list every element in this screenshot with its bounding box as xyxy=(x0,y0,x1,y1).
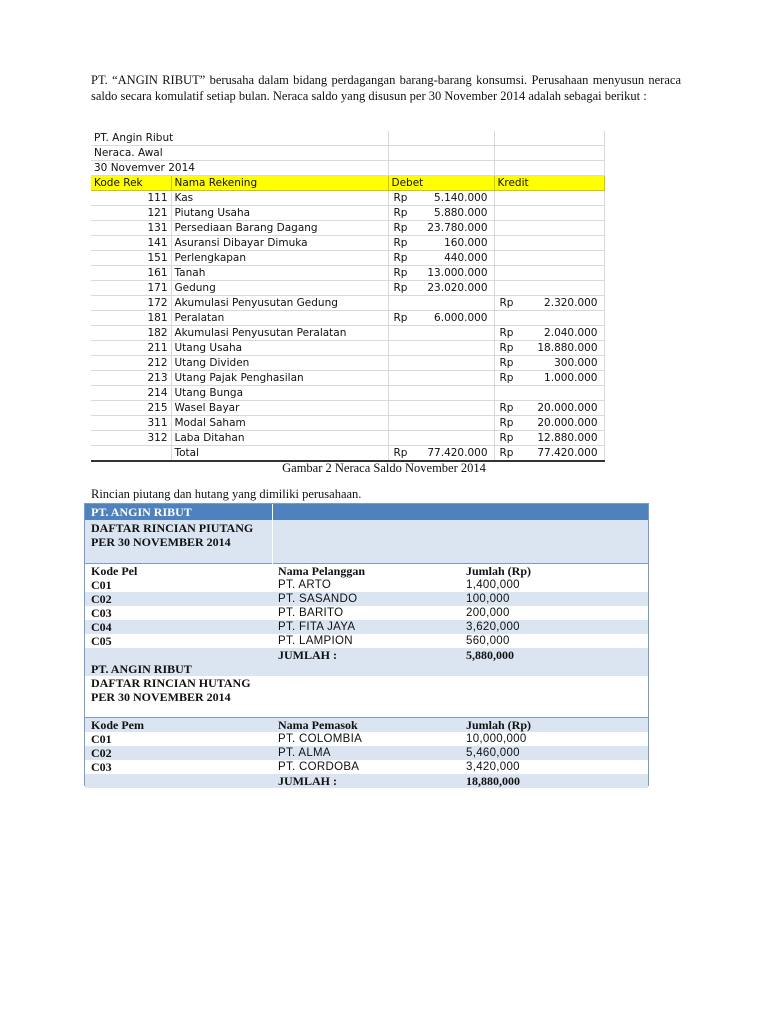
tb-row-credit: 2.040.000 xyxy=(520,326,604,341)
payables-header-name: Nama Pemasok xyxy=(272,718,460,733)
tb-row-debit: 13.000.000 xyxy=(414,266,494,281)
payables-row-name: PT. ALMA xyxy=(272,746,460,760)
tb-total-row xyxy=(91,446,604,462)
tb-row-credit-currency xyxy=(494,191,520,206)
tb-row-debit-currency xyxy=(388,386,414,401)
receivables-header-name: Nama Pelanggan xyxy=(272,563,460,578)
tb-total-label: Total xyxy=(171,446,388,462)
receivables-total-row xyxy=(85,648,648,662)
payables-row-amount: 10,000,000 xyxy=(460,732,648,746)
tb-row-debit-currency: Rp xyxy=(388,266,414,281)
tb-row-credit-currency: Rp xyxy=(494,341,520,356)
receivables-row-name: PT. ARTO xyxy=(272,578,460,592)
payables-row-amount: 3,420,000 xyxy=(460,760,648,774)
payables-row-code: C03 xyxy=(85,760,272,774)
payables-total: 18,880,000 xyxy=(460,774,648,788)
tb-row-debit-currency: Rp xyxy=(388,191,414,206)
tb-row xyxy=(91,356,604,371)
tb-row xyxy=(91,221,604,236)
tb-row-name: Modal Saham xyxy=(171,416,388,431)
tb-total-credit-currency: Rp xyxy=(494,446,520,462)
tb-row xyxy=(91,266,604,281)
tb-row-credit: 18.880.000 xyxy=(520,341,604,356)
tb-row-credit: 20.000.000 xyxy=(520,401,604,416)
receivables-row xyxy=(85,634,648,648)
receivables-row-name: PT. FITA JAYA xyxy=(272,620,460,634)
tb-row xyxy=(91,401,604,416)
tb-row-credit-currency: Rp xyxy=(494,401,520,416)
tb-row-debit-currency xyxy=(388,416,414,431)
tb-row xyxy=(91,236,604,251)
payables-row-name: PT. COLOMBIA xyxy=(272,732,460,746)
tb-row-credit xyxy=(520,206,604,221)
receivables-total-spacer xyxy=(85,648,272,662)
tb-row-code: 215 xyxy=(91,401,171,416)
tb-row-code: 121 xyxy=(91,206,171,221)
tb-row-code: 181 xyxy=(91,311,171,326)
trial-balance-table xyxy=(91,131,605,462)
tb-row-code: 311 xyxy=(91,416,171,431)
tb-row-debit: 23.020.000 xyxy=(414,281,494,296)
receivables-row-amount: 200,000 xyxy=(460,606,648,620)
tb-row-debit: 160.000 xyxy=(414,236,494,251)
payables-row-code: C01 xyxy=(85,732,272,746)
payables-row-name: PT. CORDOBA xyxy=(272,760,460,774)
tb-row-code: 151 xyxy=(91,251,171,266)
tb-row xyxy=(91,386,604,401)
tb-row-name: Tanah xyxy=(171,266,388,281)
receivables-header-amount: Jumlah (Rp) xyxy=(460,563,648,578)
tb-row-debit xyxy=(414,371,494,386)
tb-row-name: Gedung xyxy=(171,281,388,296)
tb-row-name: Utang Bunga xyxy=(171,386,388,401)
tb-row-name: Akumulasi Penyusutan Peralatan xyxy=(171,326,388,341)
payables-row xyxy=(85,760,648,774)
tb-row-credit xyxy=(520,311,604,326)
tb-row-code: 111 xyxy=(91,191,171,206)
payables-header-code: Kode Pem xyxy=(85,718,272,733)
payables-total-spacer xyxy=(85,774,272,788)
tb-row-name: Kas xyxy=(171,191,388,206)
tb-row-debit xyxy=(414,416,494,431)
payables-total-label: JUMLAH : xyxy=(272,774,460,788)
tb-total-credit: 77.420.000 xyxy=(520,446,604,462)
tb-row-name: Laba Ditahan xyxy=(171,431,388,446)
receivables-row-code: C02 xyxy=(85,592,272,606)
receivables-company: PT. ANGIN RIBUT xyxy=(85,504,272,520)
tb-row-code: 161 xyxy=(91,266,171,281)
receivables-row-code: C04 xyxy=(85,620,272,634)
tb-row-debit: 6.000.000 xyxy=(414,311,494,326)
tb-row-name: Wasel Bayar xyxy=(171,401,388,416)
tb-row-credit-currency xyxy=(494,236,520,251)
tb-row-credit xyxy=(520,386,604,401)
tb-row-debit xyxy=(414,326,494,341)
tb-row-debit: 23.780.000 xyxy=(414,221,494,236)
receivables-row-name: PT. BARITO xyxy=(272,606,460,620)
tb-row-debit xyxy=(414,431,494,446)
receivables-row-amount: 560,000 xyxy=(460,634,648,648)
tb-title: Neraca. Awal xyxy=(91,146,388,161)
tb-row xyxy=(91,296,604,311)
tb-row-code: 214 xyxy=(91,386,171,401)
payables-title: DAFTAR RINCIAN HUTANG PER 30 NOVEMBER 2014 xyxy=(91,675,251,704)
tb-company: PT. Angin Ribut xyxy=(91,131,388,146)
tb-row-credit-currency: Rp xyxy=(494,431,520,446)
tb-row-debit: 5.140.000 xyxy=(414,191,494,206)
receivables-table xyxy=(85,504,648,662)
receivables-row-amount: 3,620,000 xyxy=(460,620,648,634)
tb-row-debit-currency xyxy=(388,401,414,416)
tb-row-credit-currency xyxy=(494,266,520,281)
tb-row-debit-currency: Rp xyxy=(388,206,414,221)
tb-row-credit-currency: Rp xyxy=(494,296,520,311)
receivables-row-code: C01 xyxy=(85,578,272,592)
tb-row xyxy=(91,341,604,356)
tb-row-credit: 12.880.000 xyxy=(520,431,604,446)
receivables-row-amount: 100,000 xyxy=(460,592,648,606)
tb-row-credit xyxy=(520,191,604,206)
tb-row-credit-currency xyxy=(494,311,520,326)
tb-total-debit: 77.420.000 xyxy=(414,446,494,462)
receivables-row-code: C03 xyxy=(85,606,272,620)
tb-row xyxy=(91,251,604,266)
tb-row-credit xyxy=(520,281,604,296)
receivables-row xyxy=(85,592,648,606)
tb-row-name: Piutang Usaha xyxy=(171,206,388,221)
receivables-row-name: PT. LAMPION xyxy=(272,634,460,648)
receivables-total-label: JUMLAH : xyxy=(272,648,460,662)
detail-tables xyxy=(84,503,649,786)
detail-intro: Rincian piutang dan hutang yang dimiliki perusahaan. xyxy=(91,487,362,501)
payables-row-code: C02 xyxy=(85,746,272,760)
tb-header-debit: Debet xyxy=(388,176,494,191)
figure-caption: Gambar 2 Neraca Saldo November 2014 xyxy=(282,461,486,475)
intro-paragraph: PT. “ANGIN RIBUT” berusaha dalam bidang perdagangan barang-barang konsumsi. Perusahaan menyusun neraca saldo secara komulatif setiap bulan. Neraca saldo yang disusun per 30 November 2014 adalah sebagai berikut : xyxy=(91,73,681,103)
tb-row-credit: 20.000.000 xyxy=(520,416,604,431)
tb-row-code: 212 xyxy=(91,356,171,371)
tb-row-credit xyxy=(520,266,604,281)
receivables-row xyxy=(85,606,648,620)
tb-date: 30 Novemver 2014 xyxy=(91,161,388,176)
tb-row-name: Asuransi Dibayar Dimuka xyxy=(171,236,388,251)
tb-row xyxy=(91,311,604,326)
payables-company: PT. ANGIN RIBUT xyxy=(85,662,272,676)
receivables-row xyxy=(85,620,648,634)
tb-row-code: 172 xyxy=(91,296,171,311)
receivables-row xyxy=(85,578,648,592)
tb-row-debit xyxy=(414,356,494,371)
payables-total-row xyxy=(85,774,648,788)
payables-row xyxy=(85,732,648,746)
receivables-row-name: PT. SASANDO xyxy=(272,592,460,606)
tb-row xyxy=(91,431,604,446)
receivables-total: 5,880,000 xyxy=(460,648,648,662)
tb-row-code: 131 xyxy=(91,221,171,236)
tb-row-name: Utang Dividen xyxy=(171,356,388,371)
tb-row-debit-currency xyxy=(388,326,414,341)
tb-row-credit-currency xyxy=(494,386,520,401)
tb-row-debit-currency xyxy=(388,371,414,386)
tb-row-credit xyxy=(520,251,604,266)
tb-row-debit-currency: Rp xyxy=(388,221,414,236)
tb-row-name: Akumulasi Penyusutan Gedung xyxy=(171,296,388,311)
tb-row-debit xyxy=(414,296,494,311)
tb-row xyxy=(91,191,604,206)
tb-row-debit: 5.880.000 xyxy=(414,206,494,221)
tb-row-debit xyxy=(414,401,494,416)
tb-row xyxy=(91,206,604,221)
tb-total-debit-currency: Rp xyxy=(388,446,414,462)
tb-row-credit-currency xyxy=(494,281,520,296)
tb-row-credit: 300.000 xyxy=(520,356,604,371)
tb-row-debit-currency xyxy=(388,431,414,446)
tb-row-credit-currency xyxy=(494,206,520,221)
tb-row-debit-currency: Rp xyxy=(388,311,414,326)
tb-row-debit-currency xyxy=(388,341,414,356)
tb-row-debit-currency xyxy=(388,356,414,371)
tb-row xyxy=(91,326,604,341)
tb-row-name: Utang Usaha xyxy=(171,341,388,356)
tb-header-name: Nama Rekening xyxy=(171,176,388,191)
tb-row-debit-currency xyxy=(388,296,414,311)
payables-row-amount: 5,460,000 xyxy=(460,746,648,760)
tb-row-credit xyxy=(520,236,604,251)
tb-row-code: 312 xyxy=(91,431,171,446)
tb-row-code: 213 xyxy=(91,371,171,386)
tb-header-credit: Kredit xyxy=(494,176,604,191)
tb-row-debit-currency: Rp xyxy=(388,251,414,266)
tb-row-code: 182 xyxy=(91,326,171,341)
payables-header-amount: Jumlah (Rp) xyxy=(460,718,648,733)
receivables-row-amount: 1,400,000 xyxy=(460,578,648,592)
tb-row-code: 171 xyxy=(91,281,171,296)
tb-row-credit-currency: Rp xyxy=(494,371,520,386)
tb-total-spacer xyxy=(91,446,171,462)
tb-row xyxy=(91,281,604,296)
tb-row-name: Persediaan Barang Dagang xyxy=(171,221,388,236)
tb-row-code: 211 xyxy=(91,341,171,356)
tb-row-credit-currency xyxy=(494,251,520,266)
tb-row-credit xyxy=(520,221,604,236)
payables-table xyxy=(85,662,648,789)
tb-row xyxy=(91,416,604,431)
tb-row-credit: 1.000.000 xyxy=(520,371,604,386)
tb-row-debit xyxy=(414,386,494,401)
payables-row xyxy=(85,746,648,760)
tb-row-credit-currency: Rp xyxy=(494,326,520,341)
tb-row xyxy=(91,371,604,386)
tb-row-credit-currency: Rp xyxy=(494,356,520,371)
tb-header-code: Kode Rek xyxy=(91,176,171,191)
receivables-title: DAFTAR RINCIAN PIUTANG PER 30 NOVEMBER 2014 xyxy=(85,520,272,563)
tb-row-credit-currency xyxy=(494,221,520,236)
tb-row-name: Peralatan xyxy=(171,311,388,326)
receivables-header-code: Kode Pel xyxy=(85,563,272,578)
tb-row-name: Utang Pajak Penghasilan xyxy=(171,371,388,386)
receivables-row-code: C05 xyxy=(85,634,272,648)
tb-row-debit-currency: Rp xyxy=(388,236,414,251)
tb-row-debit-currency: Rp xyxy=(388,281,414,296)
tb-row-code: 141 xyxy=(91,236,171,251)
tb-row-debit: 440.000 xyxy=(414,251,494,266)
tb-row-name: Perlengkapan xyxy=(171,251,388,266)
tb-row-credit: 2.320.000 xyxy=(520,296,604,311)
tb-row-credit-currency: Rp xyxy=(494,416,520,431)
tb-row-debit xyxy=(414,341,494,356)
